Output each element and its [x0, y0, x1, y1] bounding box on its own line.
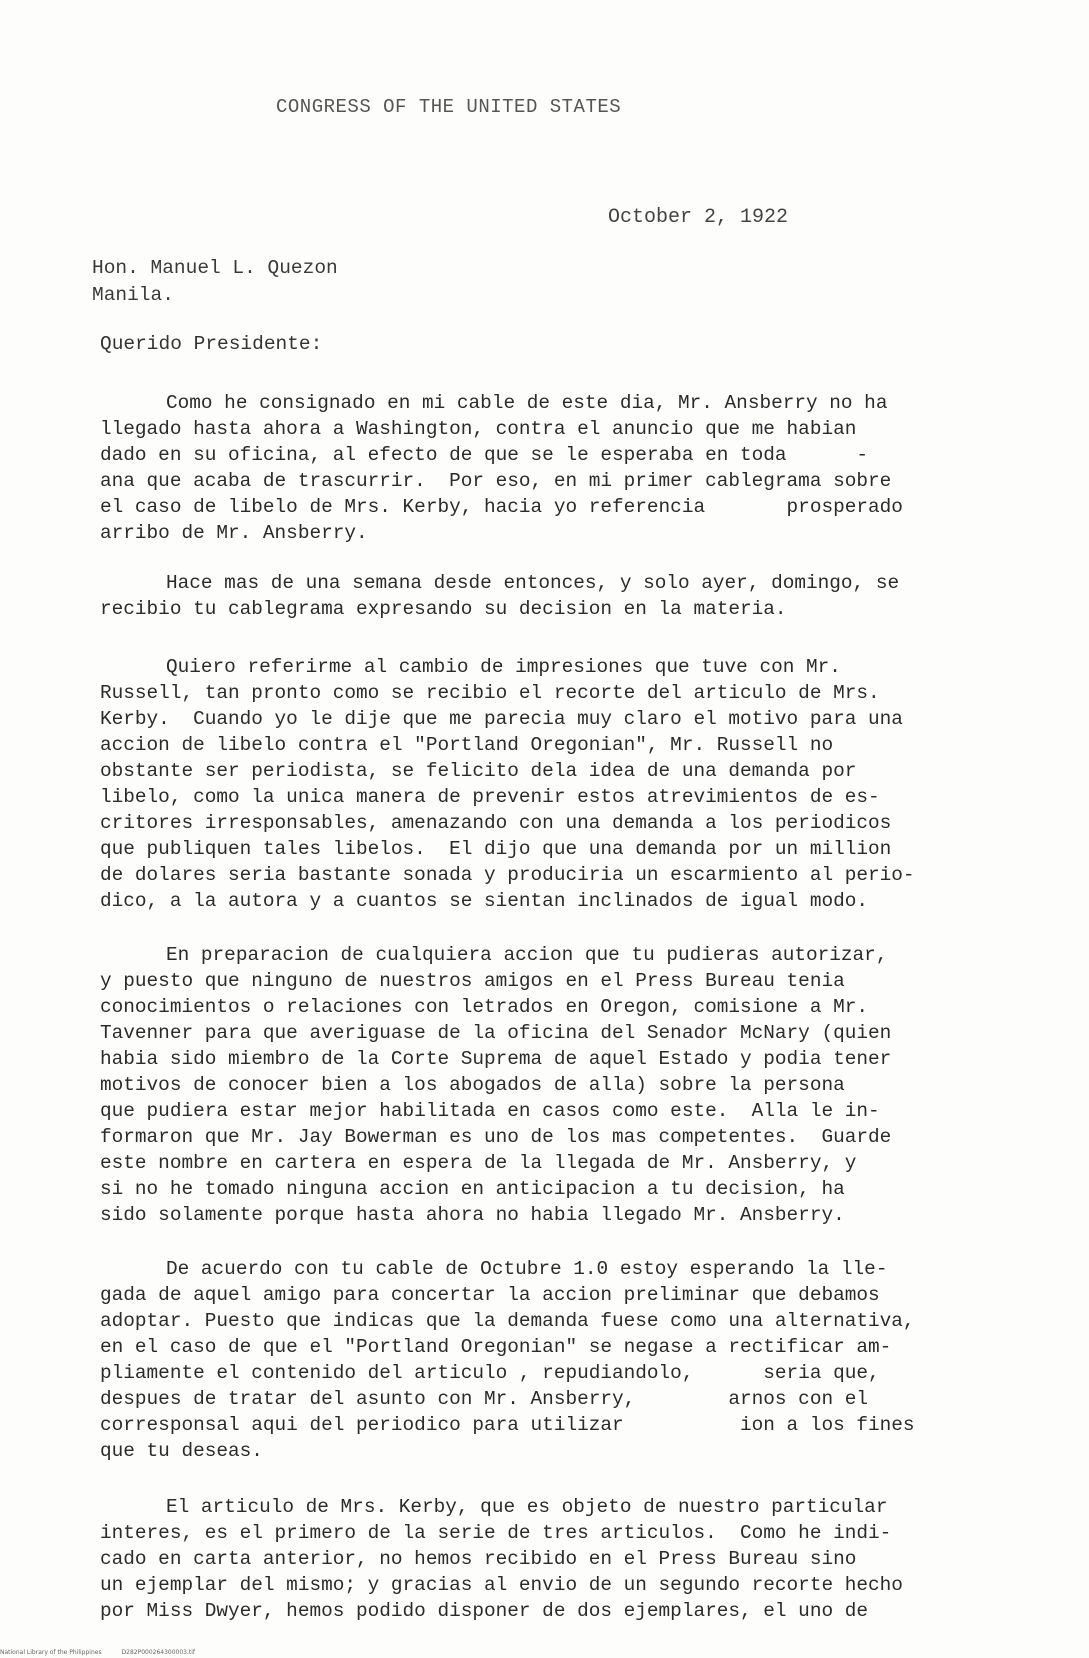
text-line: motivos de conocer bien a los abogados de alla) sobre la persona: [100, 1074, 845, 1096]
letter-date: October 2, 1922: [608, 206, 789, 229]
text-line: interes, es el primero de la serie de tres articulos. Como he indi-: [100, 1522, 892, 1544]
text-line: habia sido miembro de la Corte Suprema de aquel Estado y podia tener: [100, 1048, 892, 1070]
recipient-name: Hon. Manuel L. Quezon: [92, 257, 338, 279]
text-line: Hace mas de una semana desde entonces, y solo ayer, domingo, se: [166, 572, 900, 594]
file-id: D282P000264300003.tif: [121, 1649, 196, 1656]
paragraph: [100, 1494, 1030, 1624]
paragraph: [100, 390, 1030, 546]
text-line: sido solamente porque hasta ahora no habia llegado Mr. Ansberry.: [100, 1204, 845, 1226]
letterhead: CONGRESS OF THE UNITED STATES: [276, 96, 622, 118]
paragraph: [100, 942, 1030, 1228]
text-line: un ejemplar del mismo; y gracias al envio de un segundo recorte hecho: [100, 1574, 903, 1596]
text-line: formaron que Mr. Jay Bowerman es uno de los mas competentes. Guarde: [100, 1126, 892, 1148]
text-line: De acuerdo con tu cable de Octubre 1.0 estoy esperando la lle-: [166, 1258, 888, 1280]
text-line: El articulo de Mrs. Kerby, que es objeto de nuestro particular: [166, 1496, 888, 1518]
text-line: este nombre en cartera en espera de la llegada de Mr. Ansberry, y: [100, 1152, 857, 1174]
text-line: Tavenner para que averiguase de la oficina del Senador McNary (quien: [100, 1022, 892, 1044]
text-line: adoptar. Puesto que indicas que la demanda fuese como una alternativa,: [100, 1310, 915, 1332]
text-line: de dolares seria bastante sonada y produciria un escarmiento al perio-: [100, 864, 915, 886]
text-line: ana que acaba de trascurrir. Por eso, en mi primer cablegrama sobre: [100, 470, 892, 492]
text-line: dado en su oficina, al efecto de que se le esperaba en toda -: [100, 444, 868, 466]
text-line: Russell, tan pronto como se recibio el recorte del articulo de Mrs.: [100, 682, 880, 704]
paragraph: [100, 1256, 1030, 1464]
text-line: corresponsal aqui del periodico para utilizar ion a los fines: [100, 1414, 915, 1436]
text-line: accion de libelo contra el "Portland Oregonian", Mr. Russell no: [100, 734, 834, 756]
text-line: despues de tratar del asunto con Mr. Ansberry, arnos con el: [100, 1388, 868, 1410]
text-line: obstante ser periodista, se felicito dela idea de una demanda por: [100, 760, 857, 782]
text-line: recibio tu cablegrama expresando su decision en la materia.: [100, 598, 787, 620]
text-line: por Miss Dwyer, hemos podido disponer de dos ejemplares, el uno de: [100, 1600, 868, 1622]
text-line: llegado hasta ahora a Washington, contra el anuncio que me habian: [100, 418, 857, 440]
scan-footer: [0, 1649, 213, 1656]
text-line: arribo de Mr. Ansberry.: [100, 522, 368, 544]
text-line: libelo, como la unica manera de prevenir estos atrevimientos de es-: [100, 786, 880, 808]
recipient-city: Manila.: [92, 284, 174, 306]
text-line: en el caso de que el "Portland Oregonian" se negase a rectificar am-: [100, 1336, 892, 1358]
text-line: Quiero referirme al cambio de impresiones que tuve con Mr.: [166, 656, 841, 678]
paragraph: [100, 570, 1030, 622]
text-line: gada de aquel amigo para concertar la accion preliminar que debamos: [100, 1284, 880, 1306]
text-line: que publiquen tales libelos. El dijo que una demanda por un million: [100, 838, 892, 860]
text-line: que pudiera estar mejor habilitada en casos como este. Alla le in-: [100, 1100, 880, 1122]
text-line: pliamente el contenido del articulo , repudiandolo, seria que,: [100, 1362, 880, 1384]
library-credit: National Library of the Philippines: [0, 1649, 102, 1656]
salutation: Querido Presidente:: [100, 333, 323, 355]
text-line: que tu deseas.: [100, 1440, 263, 1462]
text-line: si no he tomado ninguna accion en anticipacion a tu decision, ha: [100, 1178, 845, 1200]
text-line: Como he consignado en mi cable de este dia, Mr. Ansberry no ha: [166, 392, 888, 414]
text-line: el caso de libelo de Mrs. Kerby, hacia yo referencia prosperado: [100, 496, 903, 518]
text-line: Kerby. Cuando yo le dije que me parecia muy claro el motivo para una: [100, 708, 903, 730]
text-line: cado en carta anterior, no hemos recibido en el Press Bureau sino: [100, 1548, 857, 1570]
paragraph: [100, 654, 1030, 914]
text-line: En preparacion de cualquiera accion que tu pudieras autorizar,: [166, 944, 888, 966]
text-line: conocimientos o relaciones con letrados en Oregon, comisione a Mr.: [100, 996, 868, 1018]
text-line: critores irresponsables, amenazando con una demanda a los periodicos: [100, 812, 892, 834]
text-line: y puesto que ninguno de nuestros amigos en el Press Bureau tenia: [100, 970, 845, 992]
text-line: dico, a la autora y a cuantos se sientan inclinados de igual modo.: [100, 890, 868, 912]
